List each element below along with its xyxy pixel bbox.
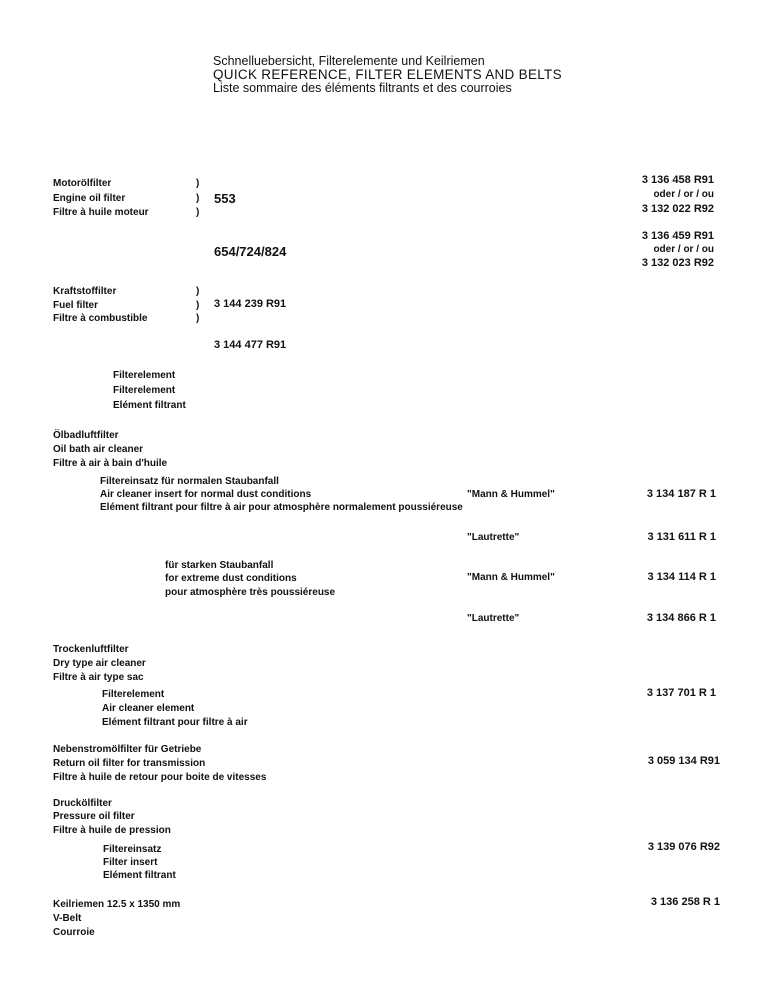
fuel-filter-label-fr: Filtre à combustible	[53, 313, 148, 324]
brand-label: "Lautrette"	[467, 613, 520, 624]
dry-element-label-fr: Elément filtrant pour filtre à air	[102, 717, 248, 728]
v-belt-label-fr: Courroie	[53, 927, 95, 938]
dry-type-label-fr: Filtre à air type sac	[53, 672, 144, 683]
oil-bath-label-en: Oil bath air cleaner	[53, 444, 144, 455]
engine-oil-filter-label-en: Engine oil filter	[53, 193, 126, 204]
pressure-insert-label-en: Filter insert	[103, 857, 158, 868]
oil-bath-label-fr: Filtre à air à bain d'huile	[53, 458, 168, 469]
part-number: 3 136 459 R91	[641, 230, 714, 242]
pressure-insert-label-fr: Elément filtrant	[103, 870, 176, 881]
dry-element-label-en: Air cleaner element	[102, 703, 195, 714]
part-number: 3 144 477 R91	[214, 339, 287, 351]
extreme-dust-label-en: for extreme dust conditions	[165, 573, 297, 584]
brace-mark: )	[196, 178, 200, 189]
return-oil-label-de: Nebenstromölfilter für Getriebe	[53, 744, 202, 755]
fuel-element-label-de: Filterelement	[113, 370, 176, 381]
normal-dust-label-de: Filtereinsatz für normalen Staubanfall	[100, 476, 279, 487]
brand-label: "Mann & Hummel"	[467, 489, 555, 500]
part-number: 3 134 866 R 1	[646, 612, 716, 624]
v-belt-label-de: Keilriemen 12.5 x 1350 mm	[53, 899, 181, 910]
pressure-oil-label-fr: Filtre à huile de pression	[53, 825, 171, 836]
part-alt-separator: oder / or / ou	[653, 189, 714, 200]
part-number: 3 144 239 R91	[214, 298, 287, 310]
brace-mark: )	[196, 207, 200, 218]
brace-mark: )	[196, 300, 200, 311]
part-number: 3 136 458 R91	[641, 174, 714, 186]
fuel-filter-label-de: Kraftstoffilter	[53, 286, 117, 297]
model-654-724-824: 654/724/824	[214, 244, 287, 259]
part-number: 3 131 611 R 1	[647, 531, 716, 543]
extreme-dust-label-de: für starken Staubanfall	[165, 560, 274, 571]
part-number: 3 134 114 R 1	[647, 571, 716, 583]
fuel-element-label-fr: Elément filtrant	[113, 400, 186, 411]
brand-label: "Mann & Hummel"	[467, 572, 555, 583]
part-alt-separator: oder / or / ou	[653, 244, 714, 255]
engine-oil-filter-label-de: Motorölfilter	[53, 178, 112, 189]
dry-type-label-de: Trockenluftfilter	[53, 644, 129, 655]
brace-mark: )	[196, 193, 200, 204]
brace-mark: )	[196, 313, 200, 324]
v-belt-label-en: V-Belt	[53, 913, 82, 924]
part-number: 3 137 701 R 1	[646, 687, 716, 699]
engine-oil-filter-label-fr: Filtre à huile moteur	[53, 207, 149, 218]
normal-dust-label-fr: Elément filtrant pour filtre à air pour atmosphère normalement poussiéreuse	[100, 502, 463, 513]
fuel-element-label-en: Filterelement	[113, 385, 176, 396]
normal-dust-label-en: Air cleaner insert for normal dust conditions	[100, 489, 312, 500]
part-number: 3 134 187 R 1	[646, 488, 716, 500]
dry-element-label-de: Filterelement	[102, 689, 165, 700]
oil-bath-label-de: Ölbadluftfilter	[53, 430, 119, 441]
return-oil-label-en: Return oil filter for transmission	[53, 758, 206, 769]
brand-label: "Lautrette"	[467, 532, 520, 543]
brace-mark: )	[196, 286, 200, 297]
model-553: 553	[214, 191, 236, 206]
part-number: 3 132 022 R92	[641, 203, 714, 215]
fuel-filter-label-en: Fuel filter	[53, 300, 99, 311]
title-english: QUICK REFERENCE, FILTER ELEMENTS AND BELTS	[213, 67, 562, 82]
pressure-oil-label-en: Pressure oil filter	[53, 811, 135, 822]
return-oil-label-fr: Filtre à huile de retour pour boite de vitesses	[53, 772, 267, 783]
part-number: 3 136 258 R 1	[650, 896, 720, 908]
dry-type-label-en: Dry type air cleaner	[53, 658, 146, 669]
part-number: 3 059 134 R91	[647, 755, 720, 767]
part-number: 3 132 023 R92	[641, 257, 714, 269]
pressure-oil-label-de: Druckölfilter	[53, 798, 112, 809]
title-french: Liste sommaire des éléments filtrants et des courroies	[213, 81, 512, 95]
pressure-insert-label-de: Filtereinsatz	[103, 844, 162, 855]
title-german: Schnelluebersicht, Filterelemente und Keilriemen	[213, 54, 485, 68]
part-number: 3 139 076 R92	[647, 841, 720, 853]
extreme-dust-label-fr: pour atmosphère très poussiéreuse	[165, 587, 336, 598]
